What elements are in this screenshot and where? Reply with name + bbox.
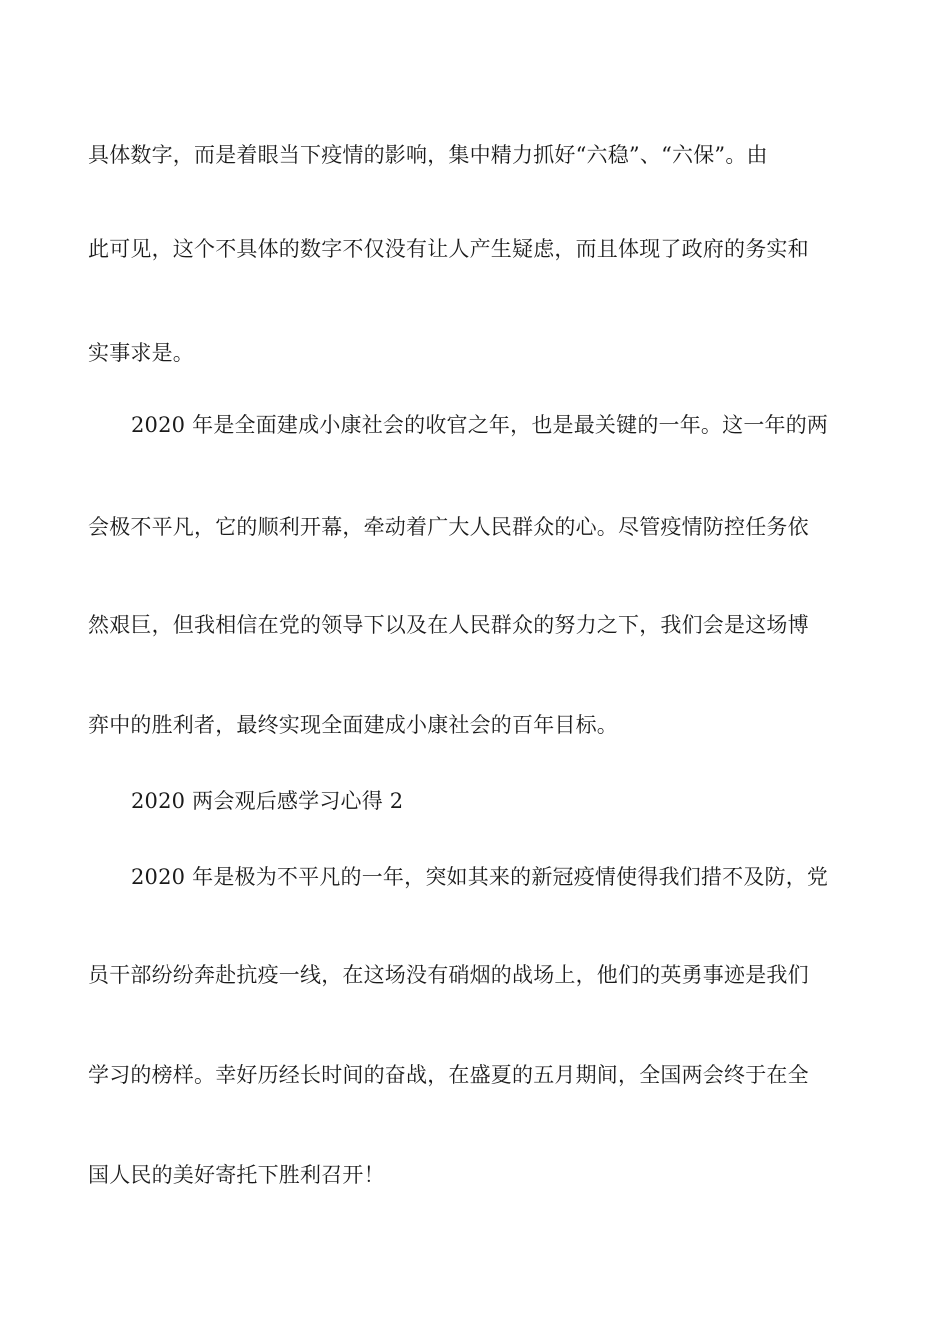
body-text-line: 学习的榜样。幸好历经长时间的奋战，在盛夏的五月期间，全国两会终于在全	[88, 1063, 809, 1087]
body-text-line: 具体数字，而是着眼当下疫情的影响，集中精力抓好“六稳”、“六保”。由	[88, 143, 768, 167]
body-text-line: 国人民的美好寄托下胜利召开！	[88, 1163, 385, 1187]
body-text-line: 会极不平凡，它的顺利开幕，牵动着广大人民群众的心。尽管疫情防控任务依	[88, 515, 809, 539]
paragraph-start-line: 2020 年是全面建成小康社会的收官之年，也是最关键的一年。这一年的两	[131, 413, 829, 437]
body-text-line: 员干部纷纷奔赴抗疫一线，在这场没有硝烟的战场上，他们的英勇事迹是我们	[88, 963, 809, 987]
paragraph-start-line: 2020 年是极为不平凡的一年，突如其来的新冠疫情使得我们措不及防，党	[131, 865, 829, 889]
section-heading: 2020 两会观后感学习心得 2	[131, 789, 404, 813]
body-text-line: 此可见，这个不具体的数字不仅没有让人产生疑虑，而且体现了政府的务实和	[88, 237, 809, 261]
body-text-line: 然艰巨，但我相信在党的领导下以及在人民群众的努力之下，我们会是这场博	[88, 613, 809, 637]
body-text-line: 实事求是。	[88, 341, 194, 365]
body-text-line: 弈中的胜利者，最终实现全面建成小康社会的百年目标。	[88, 713, 618, 737]
